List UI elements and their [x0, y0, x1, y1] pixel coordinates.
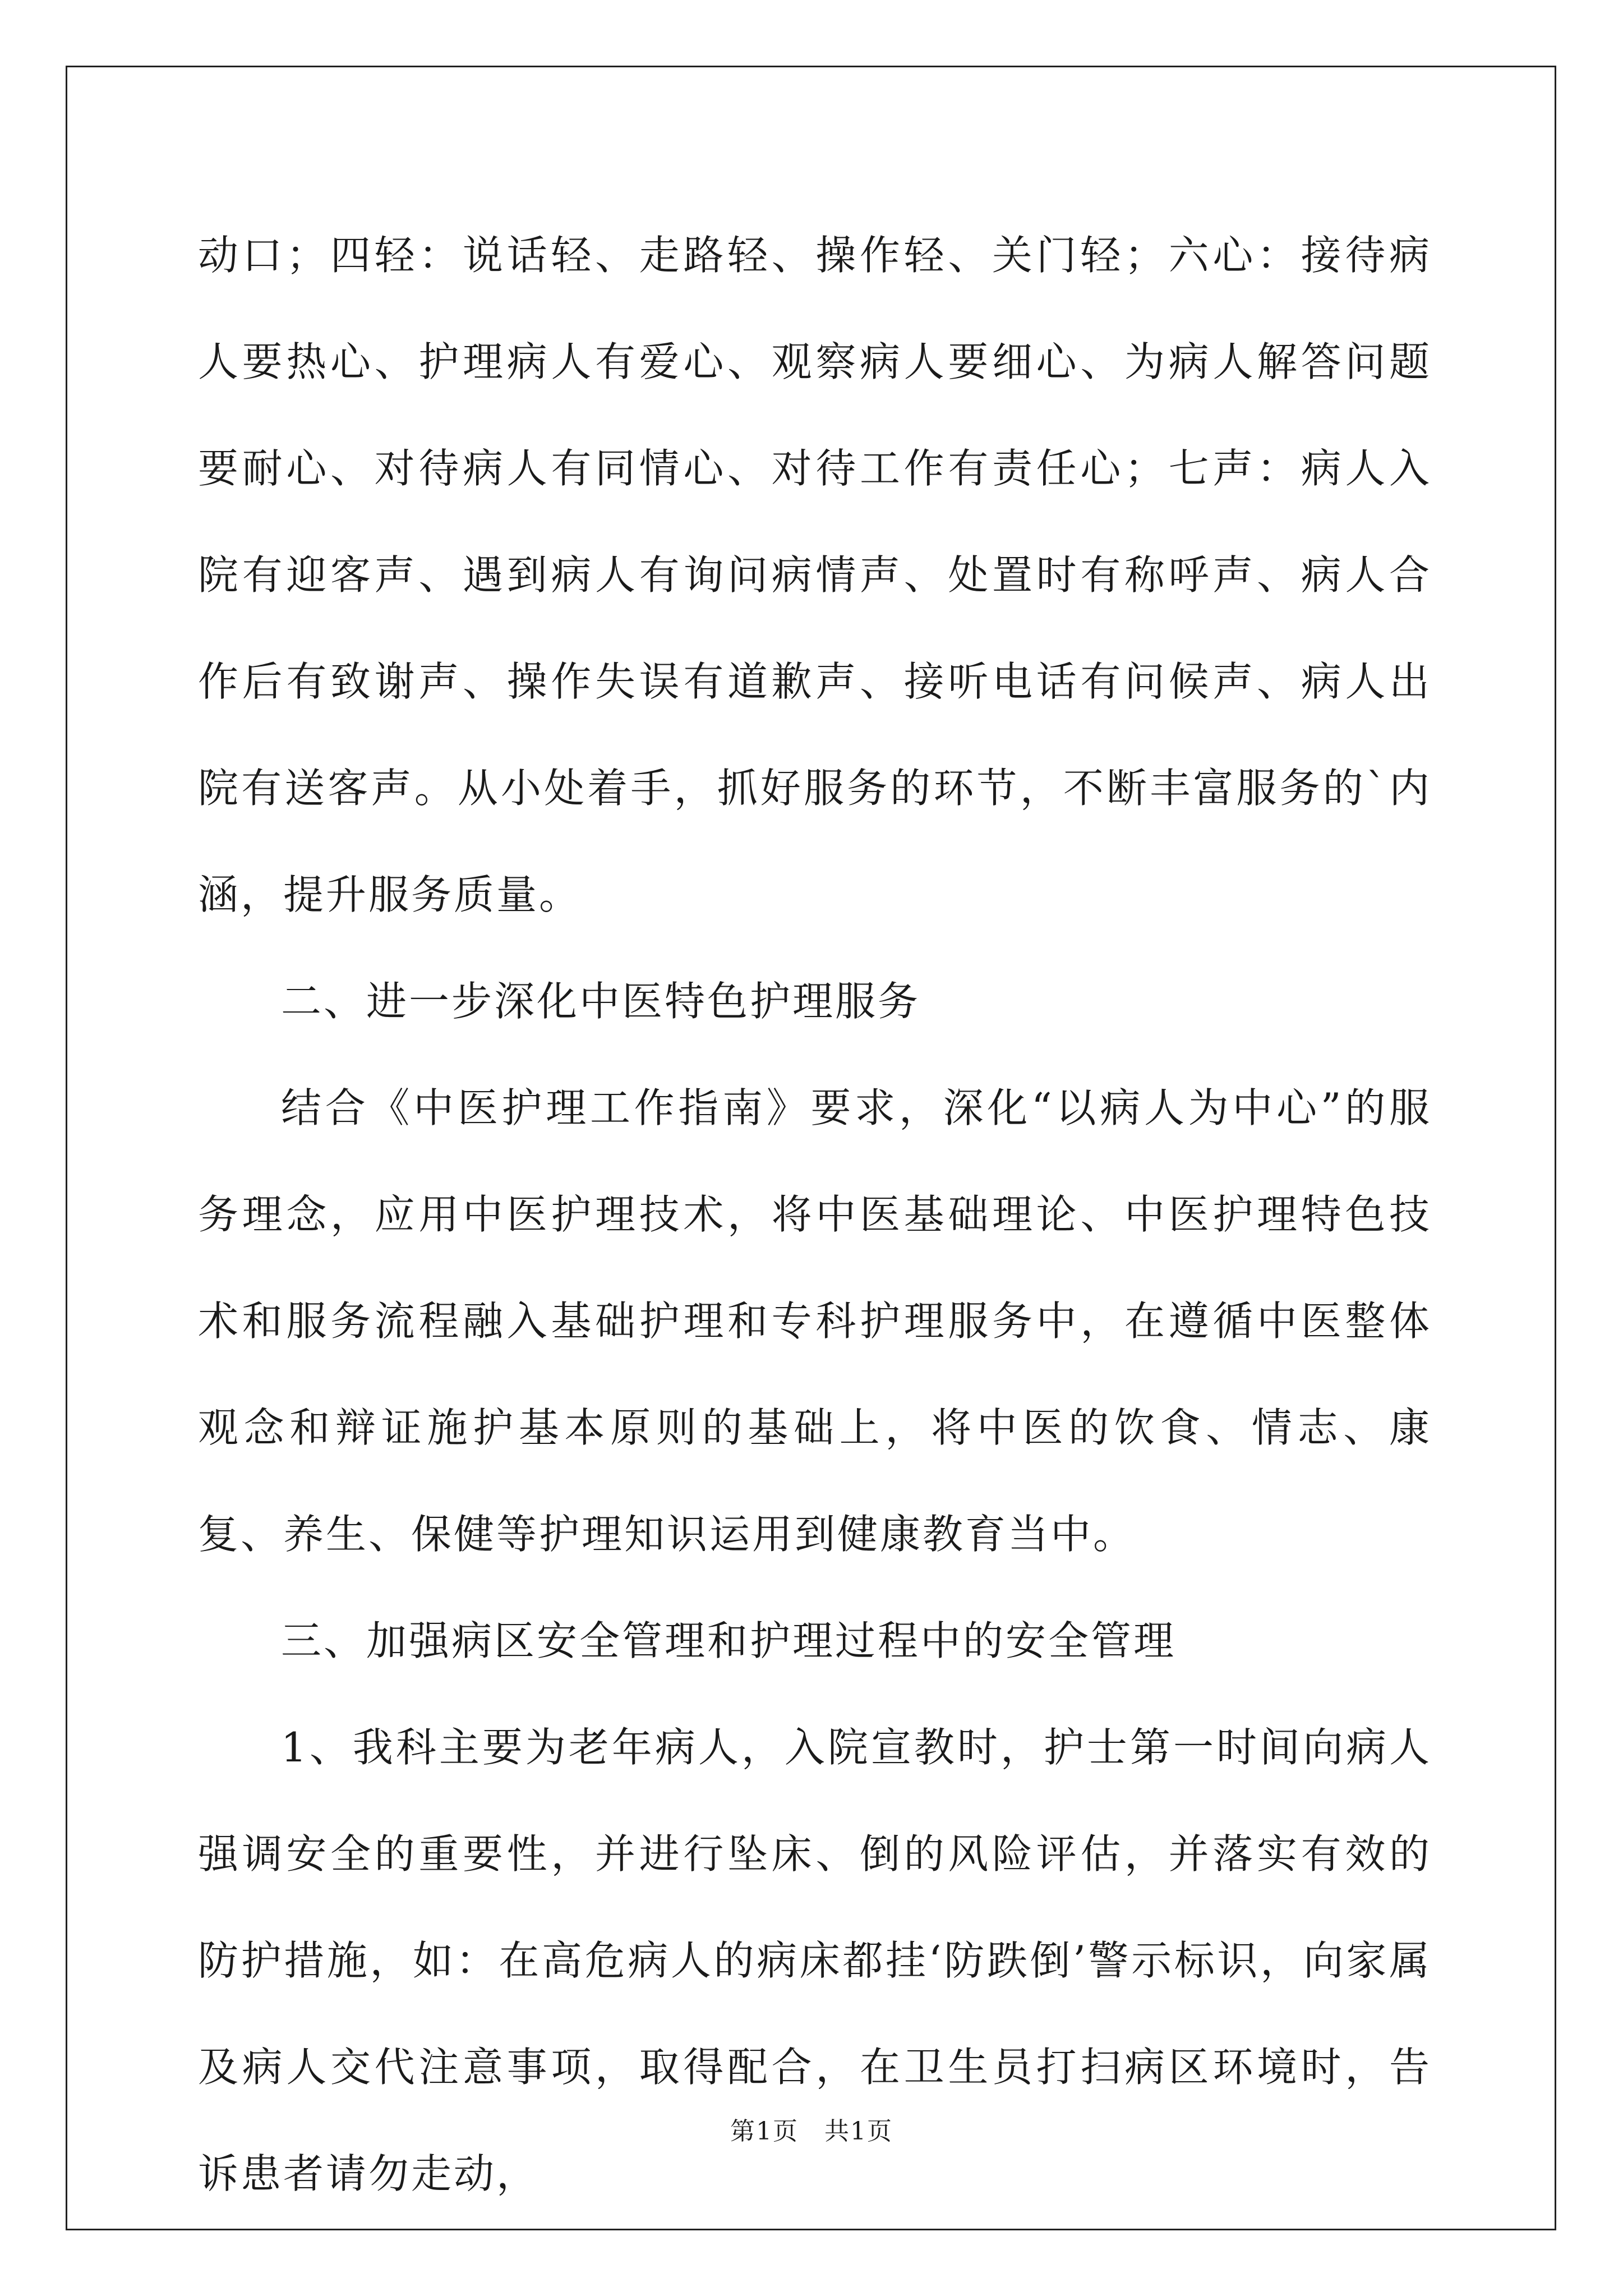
- page-footer: 第1页 共1页: [730, 2117, 893, 2146]
- document-body: [198, 202, 1432, 2227]
- paragraph-service-etiquette: 动口；四轻：说话轻、走路轻、操作轻、关门轻；六心：接待病人要热心、护理病人有爱心、观察病人要细心、为病人解答问题要耐心、对待病人有同情心、对待工作有责任心；七声：病人入院有迎客声、遇到病人有询问病情声、处置时有称呼声、病人合作后有致谢声、操作失误有道歉声、接听电话有问候声、病人出院有送客声。从小处着手，抓好服务的环节，不断丰富服务的`内涵，提升服务质量。: [198, 232, 1432, 918]
- paragraph-tcm-nursing: 结合《中医护理工作指南》要求，深化“以病人为中心”的服务理念，应用中医护理技术，将中医基础理论、中医护理特色技术和服务流程融入基础护理和专科护理服务中，在遵循中医整体观念和辩证施护基本原则的基础上，将中医的饮食、情志、康复、养生、保健等护理知识运用到健康教育当中。: [198, 1084, 1432, 1558]
- heading-section-two: 二、进一步深化中医特色护理服务: [281, 978, 921, 1025]
- paragraph-safety-measures: 1、我科主要为老年病人，入院宣教时，护士第一时间向病人强调安全的重要性，并进行坠床、倒的风险评估，并落实有效的防护措施，如：在高危病人的病床都挂‘防跌倒’警示标识，向家属及病人交代注意事项，取得配合，在卫生员打扫病区环境时，告诉患者请勿走动，: [198, 1724, 1432, 2197]
- heading-section-three: 三、加强病区安全管理和护理过程中的安全管理: [281, 1617, 1177, 1664]
